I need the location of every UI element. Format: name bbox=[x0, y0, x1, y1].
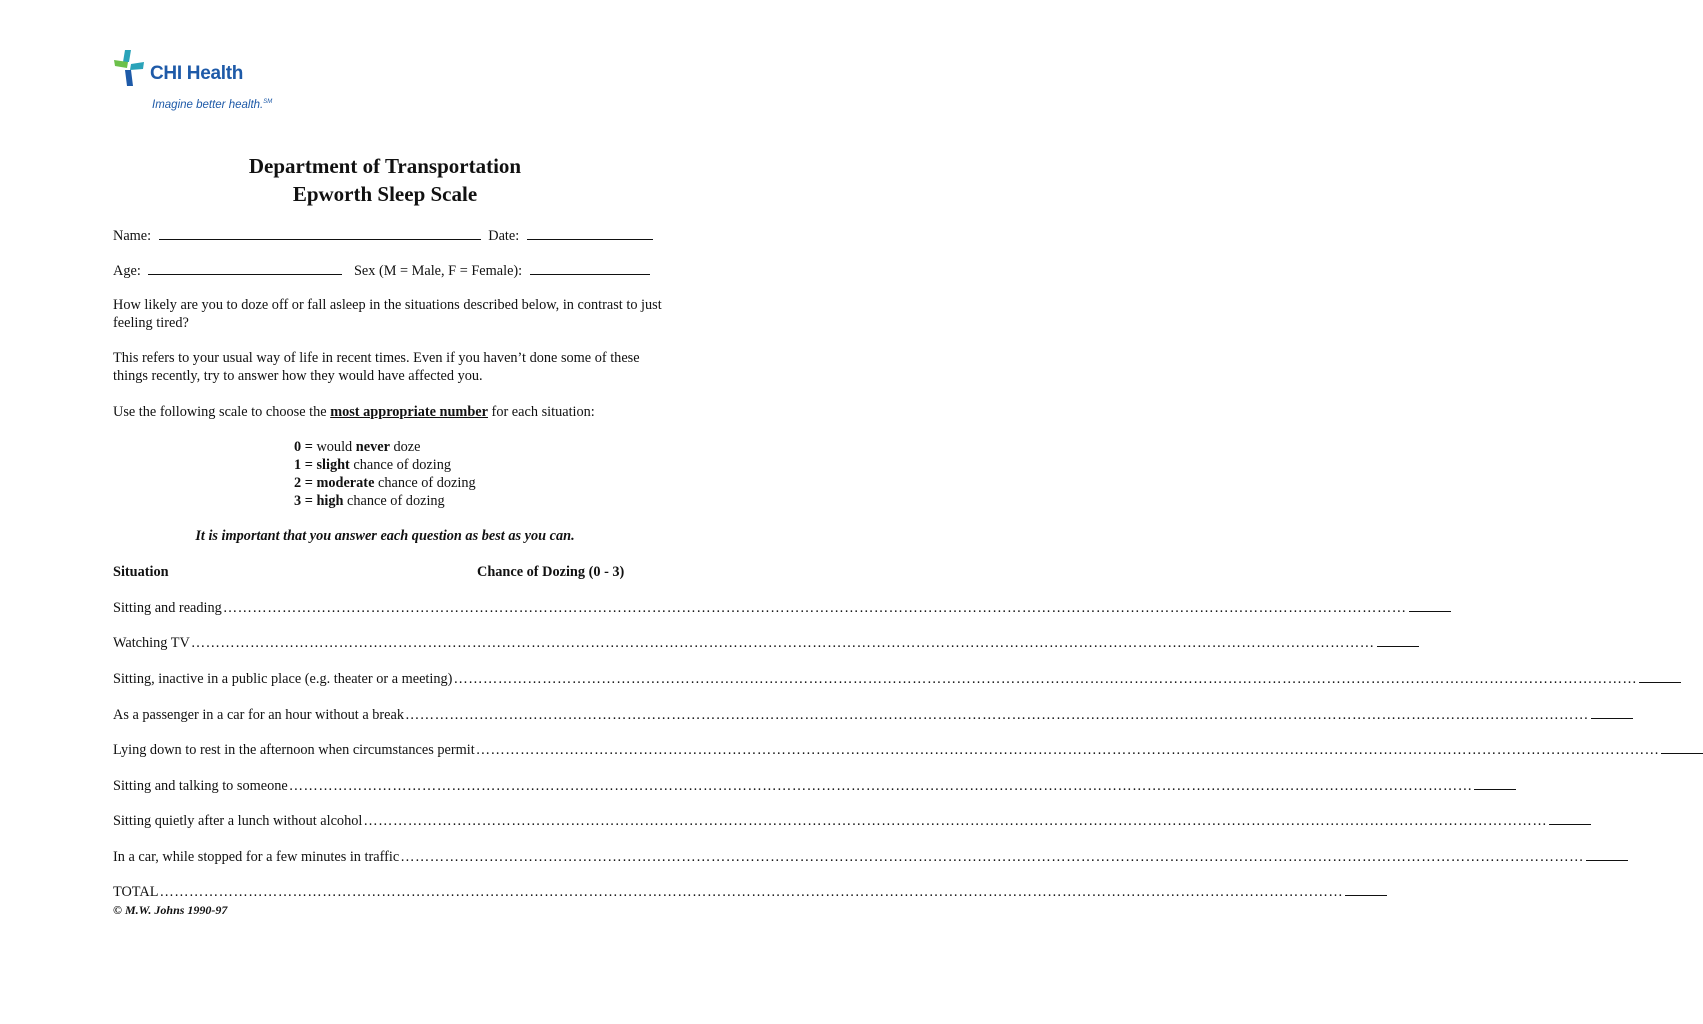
scale-item: 1 = slight chance of dozing bbox=[294, 457, 452, 473]
situation-header: Situation bbox=[113, 564, 169, 580]
emphasis-text: most appropriate number bbox=[330, 404, 488, 420]
page-title bbox=[0, 152, 770, 208]
scoring-scale bbox=[294, 438, 476, 510]
instruction-paragraph-3: Use the following scale to choose the most appropriate number for each situation: bbox=[113, 404, 595, 420]
score-field[interactable] bbox=[1409, 599, 1451, 612]
situation-row: Sitting quietly after a lunch without alcohol …………………………………………………………………………………………………………………………………………………………………………………………………………………… bbox=[113, 812, 579, 830]
situation-row: As a passenger in a car for an hour without a break …………………………………………………………………………………………………………………………………………………………………………………………………………………… bbox=[113, 706, 579, 724]
score-field[interactable] bbox=[1474, 777, 1516, 790]
age-sex-row bbox=[113, 261, 650, 280]
name-field[interactable] bbox=[159, 226, 481, 240]
scale-item: 0 = would never doze bbox=[294, 439, 421, 455]
name-label: Name: bbox=[113, 228, 152, 244]
score-field[interactable] bbox=[1591, 706, 1633, 719]
logo-tagline: Imagine better health.℠ bbox=[152, 99, 273, 111]
age-field[interactable] bbox=[148, 261, 342, 275]
date-field[interactable] bbox=[527, 226, 653, 240]
total-row: TOTAL …………………………………………………………………………………………………………………………………………………………………………………………………………………… bbox=[113, 883, 579, 901]
instruction-paragraph-1: How likely are you to doze off or fall asleep in the situations described below, in contrast to just feeling tired? bbox=[113, 297, 662, 331]
chance-of-dozing-header: Chance of Dozing (0 - 3) bbox=[477, 564, 625, 580]
situation-row: Sitting, inactive in a public place (e.g. theater or a meeting) …………………………………………………………………………………………………………………………………………………………………………………………………………………… bbox=[113, 670, 579, 688]
chi-health-logo bbox=[112, 44, 312, 120]
title-line-1: Department of Transportation bbox=[248, 154, 522, 178]
situation-row: In a car, while stopped for a few minutes in traffic …………………………………………………………………………………………………………………………………………………………………………………………………………………… bbox=[113, 848, 579, 866]
score-field[interactable] bbox=[1377, 634, 1419, 647]
scale-item: 3 = high chance of dozing bbox=[294, 493, 445, 509]
sex-label: Sex (M = Male, F = Female): bbox=[353, 263, 523, 279]
score-field[interactable] bbox=[1639, 670, 1681, 683]
sex-field[interactable] bbox=[530, 261, 650, 275]
name-date-row bbox=[113, 226, 653, 245]
instruction-paragraph-2: This refers to your usual way of life in recent times. Even if you haven’t done some of these things recently, try to answer how they would have affected you. bbox=[113, 350, 640, 384]
situation-row: Lying down to rest in the afternoon when circumstances permit …………………………………………………………………………………………………………………………………………………………………………………………………………………… bbox=[113, 741, 579, 759]
score-field[interactable] bbox=[1549, 812, 1591, 825]
situation-row: Watching TV …………………………………………………………………………………………………………………………………………………………………………………………………………………… bbox=[113, 634, 579, 652]
date-label: Date: bbox=[488, 228, 520, 244]
scale-item: 2 = moderate chance of dozing bbox=[294, 475, 476, 491]
logo-wordmark: CHI Health bbox=[150, 63, 244, 84]
cross-logo-icon bbox=[112, 48, 146, 88]
total-score-field[interactable] bbox=[1345, 883, 1387, 896]
score-field[interactable] bbox=[1661, 741, 1703, 754]
title-line-2: Epworth Sleep Scale bbox=[292, 182, 478, 206]
important-note: It is important that you answer each question as best as you can. bbox=[195, 528, 575, 544]
age-label: Age: bbox=[113, 263, 141, 279]
copyright-notice: © M.W. Johns 1990-97 bbox=[113, 903, 228, 917]
situation-row: Sitting and talking to someone …………………………………………………………………………………………………………………………………………………………………………………………………………………… bbox=[113, 777, 579, 795]
situation-row: Sitting and reading …………………………………………………………………………………………………………………………………………………………………………………………………………………… bbox=[113, 599, 579, 617]
score-field[interactable] bbox=[1586, 848, 1628, 861]
